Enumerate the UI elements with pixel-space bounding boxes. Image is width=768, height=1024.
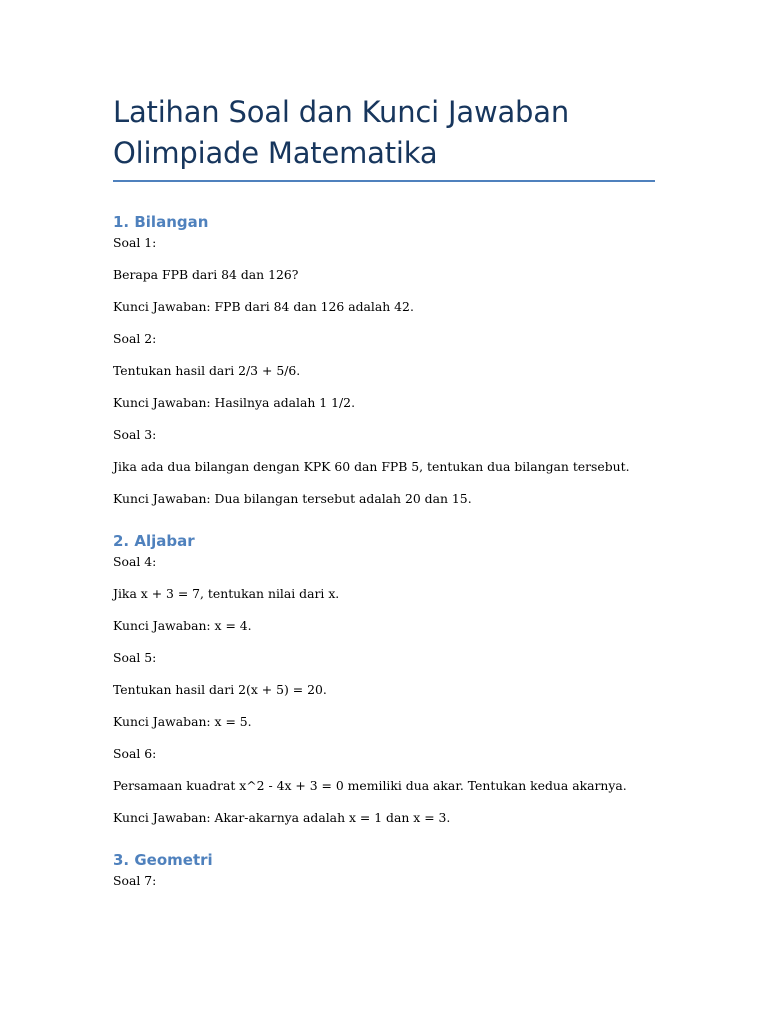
answer-key: Kunci Jawaban: Dua bilangan tersebut adalah 20 dan 15. xyxy=(113,491,472,506)
document-page xyxy=(113,92,655,889)
answer-key: Kunci Jawaban: x = 4. xyxy=(113,618,252,633)
answer-key: Kunci Jawaban: Akar-akarnya adalah x = 1 dan x = 3. xyxy=(113,810,451,825)
title-line-1: Latihan Soal dan Kunci Jawaban xyxy=(113,95,570,129)
question-text: Tentukan hasil dari 2(x + 5) = 20. xyxy=(113,682,327,697)
document-title xyxy=(113,92,655,180)
question-label: Soal 4: xyxy=(113,554,157,569)
answer-key: Kunci Jawaban: Hasilnya adalah 1 1/2. xyxy=(113,395,356,410)
section-heading: 1. Bilangan xyxy=(113,213,209,231)
question-text: Tentukan hasil dari 2/3 + 5/6. xyxy=(113,363,301,378)
answer-key: Kunci Jawaban: x = 5. xyxy=(113,714,252,729)
question-label: Soal 6: xyxy=(113,746,157,761)
section-bilangan xyxy=(113,212,655,507)
question-text: Berapa FPB dari 84 dan 126? xyxy=(113,267,299,282)
question-label: Soal 3: xyxy=(113,427,157,442)
section-geometri xyxy=(113,850,655,889)
question-label: Soal 7: xyxy=(113,873,157,888)
section-heading: 2. Aljabar xyxy=(113,532,195,550)
answer-key: Kunci Jawaban: FPB dari 84 dan 126 adalah 42. xyxy=(113,299,414,314)
title-underline-rule xyxy=(113,180,655,182)
question-label: Soal 1: xyxy=(113,235,157,250)
question-text: Persamaan kuadrat x^2 - 4x + 3 = 0 memiliki dua akar. Tentukan kedua akarnya. xyxy=(113,778,627,793)
question-text: Jika x + 3 = 7, tentukan nilai dari x. xyxy=(113,586,340,601)
question-label: Soal 2: xyxy=(113,331,157,346)
question-label: Soal 5: xyxy=(113,650,157,665)
section-aljabar xyxy=(113,531,655,826)
title-line-2: Olimpiade Matematika xyxy=(113,136,438,170)
question-text: Jika ada dua bilangan dengan KPK 60 dan FPB 5, tentukan dua bilangan tersebut. xyxy=(113,459,630,474)
section-heading: 3. Geometri xyxy=(113,851,213,869)
